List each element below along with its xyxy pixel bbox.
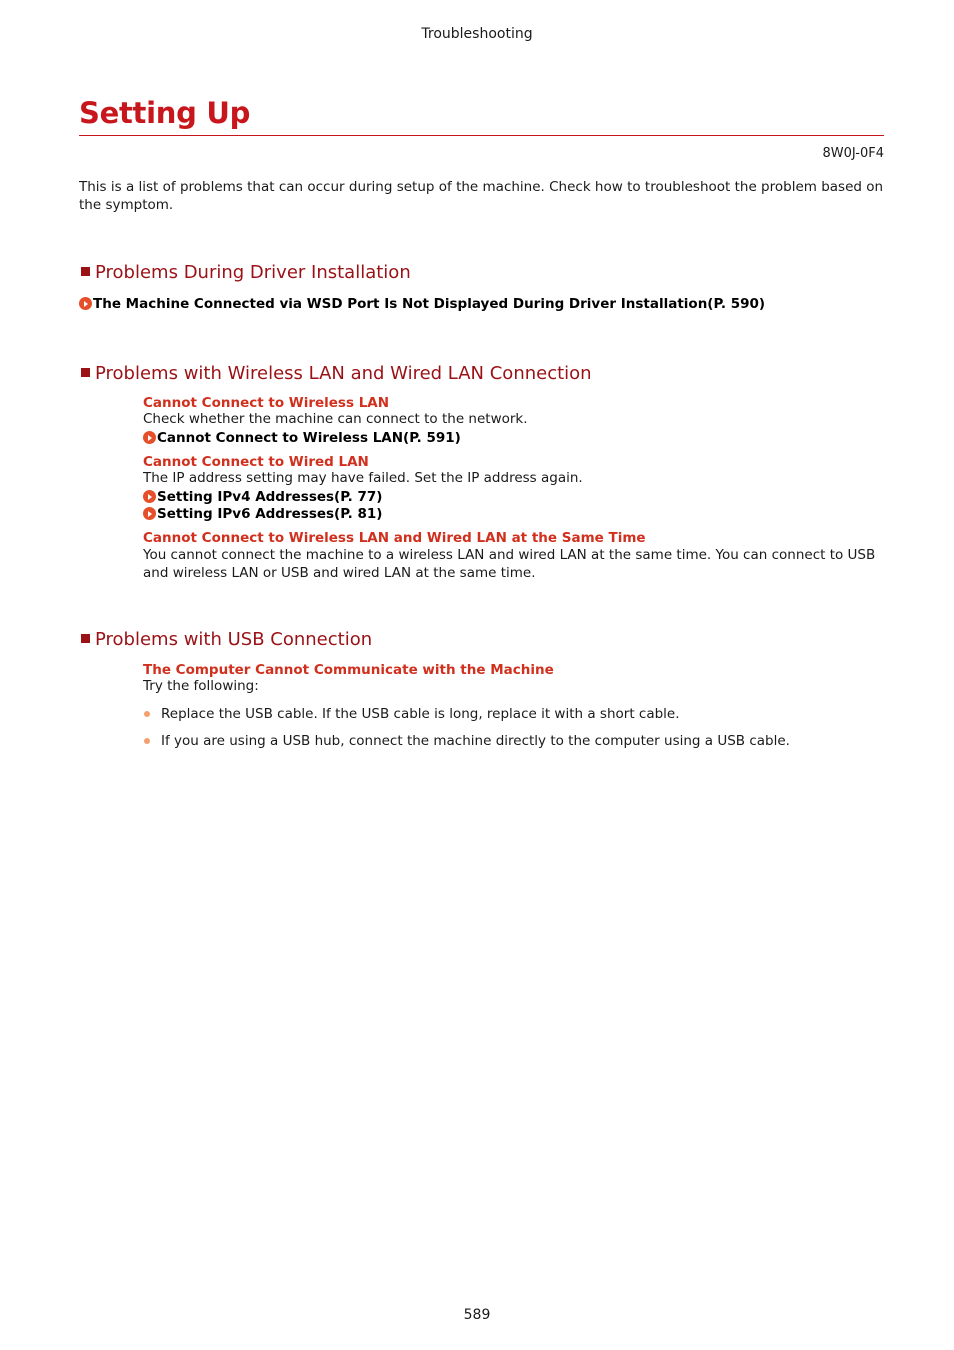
body-text: You cannot connect the machine to a wireless LAN and wired LAN at the same time. You can connect to USB and wireless LAN or USB and wired LAN at the same time. [143, 547, 876, 581]
link-setting-ipv6[interactable] [143, 505, 382, 523]
bullet-list [143, 705, 790, 759]
subhead-computer-cannot-communicate: The Computer Cannot Communicate with the Machine [143, 662, 554, 678]
list-item-text: If you are using a USB hub, connect the machine directly to the computer using a USB cable. [161, 733, 790, 749]
link-wsd-port-not-displayed[interactable] [79, 295, 765, 313]
link-label: Setting IPv4 Addresses(P. 77) [157, 489, 383, 505]
circle-arrow-right-icon [79, 297, 92, 310]
subhead-cannot-connect-wireless: Cannot Connect to Wireless LAN [143, 395, 390, 411]
running-header: Troubleshooting [421, 26, 533, 42]
title-divider [79, 135, 884, 136]
document-code: 8W0J-0F4 [822, 146, 884, 161]
bullet-dot-icon [144, 738, 150, 744]
link-label: Setting IPv6 Addresses(P. 81) [157, 506, 383, 522]
body-text: Try the following: [143, 678, 259, 694]
list-item [143, 732, 790, 750]
square-marker-icon [81, 634, 90, 643]
page-title: Setting Up [79, 96, 251, 130]
section-heading-driver-installation [79, 261, 411, 285]
list-item [143, 705, 790, 723]
intro-paragraph: This is a list of problems that can occur during setup of the machine. Check how to troubleshoot the problem based on the symptom. [79, 179, 884, 213]
list-item-text: Replace the USB cable. If the USB cable is long, replace it with a short cable. [161, 706, 680, 722]
square-marker-icon [81, 267, 90, 276]
link-label: The Machine Connected via WSD Port Is Not Displayed During Driver Installation(P. 590) [93, 296, 766, 312]
section-heading-lan-connection [79, 362, 592, 386]
bullet-dot-icon [144, 711, 150, 717]
page-number: 589 [463, 1307, 491, 1323]
section-heading-label: Problems with USB Connection [95, 629, 373, 650]
section-heading-label: Problems During Driver Installation [95, 262, 411, 283]
circle-arrow-right-icon [143, 490, 156, 503]
circle-arrow-right-icon [143, 507, 156, 520]
link-setting-ipv4[interactable] [143, 488, 382, 506]
circle-arrow-right-icon [143, 431, 156, 444]
subhead-cannot-connect-wired: Cannot Connect to Wired LAN [143, 454, 369, 470]
subhead-wireless-and-wired-same-time: Cannot Connect to Wireless LAN and Wired LAN at the Same Time [143, 530, 646, 546]
body-text: Check whether the machine can connect to the network. [143, 411, 528, 427]
square-marker-icon [81, 368, 90, 377]
link-cannot-connect-wireless[interactable] [143, 429, 461, 447]
body-text: The IP address setting may have failed. Set the IP address again. [143, 470, 583, 486]
link-label: Cannot Connect to Wireless LAN(P. 591) [157, 430, 461, 446]
section-heading-label: Problems with Wireless LAN and Wired LAN Connection [95, 363, 592, 384]
section-heading-usb-connection [79, 628, 372, 652]
